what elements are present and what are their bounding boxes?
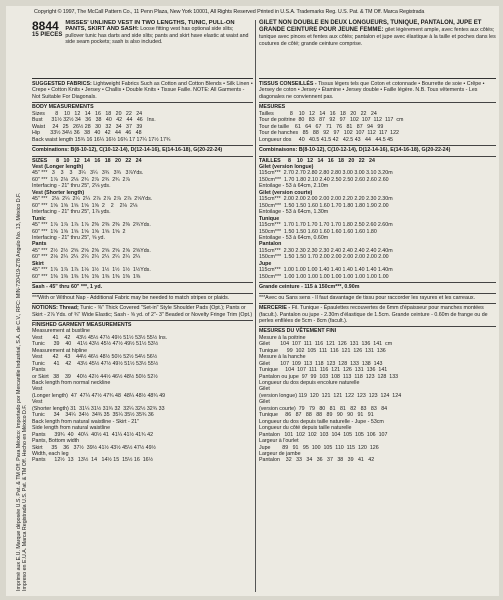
finished-line: Vest 41 42 43½ 45½ 47½ 49½ 51½ 53½ 55½ Ins. xyxy=(32,334,168,341)
finished-line-fr: Tunique 99 102 105 111 116 121 126 131 136 xyxy=(259,347,386,354)
finished-line: Vest xyxy=(32,399,43,406)
finished-line-fr: Tunique 86 87 88 88 89 90 90 91 91 xyxy=(259,412,374,419)
finished-line: or Skirt 38 39 40½ 42½ 44½ 46½ 48½ 50½ 52½ xyxy=(32,373,158,380)
body-row: Waist 24 25 26½ 28 30 32 34 37 39 xyxy=(32,123,143,130)
french-finished-measurements xyxy=(259,327,496,466)
yardage-line: Skirt xyxy=(32,260,44,267)
yardage-line-fr: 150cm*** 1.00 1.00 1.00 1.00 1.00 1.00 1.00 1.00 1.00 xyxy=(259,273,389,280)
french-title: GILET NON DOUBLE EN DEUX LONGUEURS, TUNIQUE, PANTALON, JUPE ET GRANDE CEINTURE POUR JEUNE FEMME: xyxy=(259,20,482,33)
yardage-line: 60" *** 2⅛ 2¼ 2¼ 2¼ 2¼ 2¼ 2¼ 2¼ 2¼ xyxy=(32,254,141,261)
sidebar-text-2: Impreso en E.U.A. Marca Registrada U.S. Pat. & TM Off. Hecho en México D.F. xyxy=(22,404,28,591)
finished-line: Skirt 35 36 37½ 39½ 41½ 43½ 45½ 47½ 49½ xyxy=(32,444,156,451)
yardage-line-fr: Tunique xyxy=(259,215,280,222)
finished-line-fr: Gilet xyxy=(259,386,270,393)
finished-line: Vest 42 43 44½ 46½ 48½ 50½ 52½ 54½ 56½ xyxy=(32,354,158,361)
yardage-line: 60" *** 1⅝ 1⅝ 1⅝ 1⅝ 1⅝ 1⅝ 1⅝ 2 xyxy=(32,228,126,235)
english-description-block xyxy=(65,20,253,46)
yardage-line: Pants xyxy=(32,241,47,248)
piece-count: 15 PIECES xyxy=(32,32,63,38)
finished-line: Tunic 34 34¼ 34½ 34¾ 35 35¼ 35½ 35¾ 36 xyxy=(32,412,154,419)
body-row: Back waist length 15¾ 16 16¼ 16½ 16¾ 17 17¼ 17½ 17¾ xyxy=(32,136,171,143)
english-title: MISSES' UNLINED VEST IN TWO LENGTHS, TUNIC, PULL-ON PANTS, SKIRT AND SASH: xyxy=(65,20,235,33)
nap-note-text: ***With or Without Nap - Additional Fabric may be needed to match stripes or plaids. xyxy=(32,294,230,301)
finished-line-fr: Gilet 107 109 113 118 123 128 133 138 143 xyxy=(259,360,383,367)
notions-label: NOTIONS: Thread; xyxy=(32,305,79,312)
yardage-line-fr: 115cm*** 2.30 2.30 2.30 2.30 2.40 2.40 2.40 2.40 2.40m xyxy=(259,247,393,254)
finished-line: Measurement at hipline xyxy=(32,347,88,354)
side-print-strip xyxy=(9,26,28,591)
sizes-row: SIZES 8 10 12 14 16 18 20 22 24 xyxy=(32,157,142,164)
finished-line-fr: Pantalon ou jupe 97 99 103 108 113 118 123 128 133 xyxy=(259,373,399,380)
pattern-envelope-back xyxy=(6,6,499,596)
body-row-fr: Tour de poitrine 80 83 87 92 97 102 107 112 117 cm xyxy=(259,117,404,124)
english-column xyxy=(32,20,253,466)
french-fabrics xyxy=(259,80,496,103)
fabrics-text: Lightweight Fabrics Such as Cotton and Cotton Blends • Silk Linen • Crepe • Cotton Knits • Jersey • Challis • Double Knits • Tissue Faille. NOTE: All Garments - Not Suitable For Diagonals. xyxy=(32,81,253,100)
finished-line: Width, each leg xyxy=(32,451,69,458)
body-row-fr: Longueur dos 40 40.5 41.5 42 42.5 43 44 44.5 45 xyxy=(259,136,393,143)
yardage-line-fr: Jupe xyxy=(259,260,272,267)
yardage-line-fr: Pantalon xyxy=(259,241,282,248)
yardage-line-fr: Gilet (version longue) xyxy=(259,163,314,170)
yardage-line-fr: 150cm*** 1.70 1.80 2.10 2.40 2.50 2.50 2.60 2.60 2.60 xyxy=(259,176,389,183)
french-header xyxy=(259,20,496,79)
french-column xyxy=(259,20,496,466)
body-row-fr: Tour de hanches 85 88 92 97 102 107 112 117 122 xyxy=(259,130,399,137)
finished-line: Back length from natural waistline - Skirt - 21" xyxy=(32,418,139,425)
finished-line-fr: Mesure à la hanche xyxy=(259,354,306,361)
yardage-line: 45" *** 1⅞ 1⅞ 1⅞ 1⅞ 2⅜ 2⅜ 2⅜ 2⅜ 2¾Yds. xyxy=(32,222,151,229)
finished-line-fr: Jupe 89 91 95 100 105 110 115 120 126 xyxy=(259,444,379,451)
notions-text-fr: Fil. Tunique - Épaulettes recouvertes de 6mm d'épaisseur pour manches montées (facult.). Pantalon ou jupe - 2.30m d'élastique de 1.5cm. Grande ceinture - 0.60m de frange ou de perles enfilées de 5cm - 8cm (facult.). xyxy=(259,305,488,324)
yardage-line: Interfacing - 21" thru 25", ⅝ yd. xyxy=(32,234,105,241)
pattern-number: 8844 xyxy=(32,19,59,33)
french-description: gilet légèrement ample, avec fentes aux côtés; tunique avec pinces et fentes aux côtés; pantalon et jupe avec élastique à la taille et poches dans les coutures de côté; grande ceinture comprise. xyxy=(259,27,496,47)
yardage-line: 45" *** 1⅞ 1⅞ 1⅞ 1⅛ 1½ 1½ 1½ 1½ 1½Yds. xyxy=(32,267,151,274)
french-body-measurements xyxy=(259,103,496,146)
english-nap-note xyxy=(32,294,253,304)
finished-line-fr: Pantalon 101 102 102 103 104 105 105 106 107 xyxy=(259,431,388,438)
sash-text-fr: Grande ceinture - 115 à 150cm***, 0.90m xyxy=(259,284,360,291)
finished-line: Tunic 39 40 41½ 43½ 45½ 47½ 49½ 51½ 53½ xyxy=(32,341,159,348)
yardage-line: 45" *** 3 3 3 3¼ 3¼ 3¾ 3¾ 3⅞Yds. xyxy=(32,170,144,177)
yardage-line-fr: 115cm*** 1.00 1.00 1.00 1.40 1.40 1.40 1.40 1.40 1.40m xyxy=(259,267,393,274)
yardage-line-fr: Gilet (version courte) xyxy=(259,189,313,196)
yardage-line-fr: 115cm*** 2.00 2.00 2.00 2.00 2.00 2.20 2.20 2.30 2.30m xyxy=(259,196,393,203)
yardage-line-fr: 150cm*** 1.50 1.50 1.70 2.00 2.00 2.00 2.00 2.00 2.00 xyxy=(259,254,389,261)
finished-line-fr: Gilet xyxy=(259,399,270,406)
fabrics-text-fr: Tissus légers tels que Coton et cotonnade • Bourrette de soie • Crêpe • Jersey de coton • Jersey • Étamine • Jersey double • Faille légère. N.B. Tous vêtements - Les diagonales ne conviennent pas. xyxy=(259,81,485,100)
yardage-line-fr: 150cm*** 1.50 1.50 1.60 1.60 1.70 1.80 1.80 1.90 2.00 xyxy=(259,202,389,209)
pattern-id xyxy=(32,20,62,39)
finished-line-fr: (version courte) 79 79 80 81 81 82 83 83 84 xyxy=(259,405,388,412)
finished-line: Vest xyxy=(32,386,43,393)
fabrics-label: SUGGESTED FABRICS: xyxy=(32,81,92,87)
finished-line: Pants xyxy=(32,367,46,374)
english-body-measurements xyxy=(32,103,253,146)
yardage-line: Vest (Longer length) xyxy=(32,163,84,170)
notions-label-fr: MERCERIE - xyxy=(259,305,291,312)
finished-line-fr: Longueur du côté depuis taille naturelle xyxy=(259,425,352,432)
english-sash xyxy=(32,283,253,293)
finished-line-fr: Pantalon 32 33 34 36 37 38 39 41 42 xyxy=(259,457,375,464)
french-nap-note xyxy=(259,294,496,304)
english-header xyxy=(32,20,253,79)
french-notions xyxy=(259,304,496,327)
english-finished-measurements xyxy=(32,321,253,466)
fabrics-label-fr: TISSUS CONSEILLÉS - xyxy=(259,81,317,87)
finished-line: Tunic 41 42 43½ 45½ 47½ 49½ 51½ 53½ 55½ xyxy=(32,360,159,367)
finished-line-fr: Largeur de jambe xyxy=(259,451,301,458)
finished-line: Pants 12½ 13 13½ 14 14½ 15 15½ 16 16½ xyxy=(32,457,154,464)
yardage-line-fr: 150cm*** 1.50 1.50 1.60 1.60 1.60 1.60 1.60 1.80 xyxy=(259,228,377,235)
finished-line-fr: Mesure à la poitrine xyxy=(259,334,306,341)
body-row: Bust 31½ 32½ 34 36 38 40 42 44 46 Ins. xyxy=(32,117,156,124)
body-row: Sizes 8 10 12 14 16 18 20 22 24 xyxy=(32,110,143,117)
yardage-line: 60" *** 1⅞ 2⅛ 2⅛ 2¾ 2⅞ 2¾ 2¾ 2⅞ xyxy=(32,176,130,183)
body-measurements-label-fr: MESURES xyxy=(259,104,286,111)
finished-line: Measurement at bustline xyxy=(32,328,91,335)
finished-line: Back length from normal neckline xyxy=(32,380,111,387)
body-measurements-label: BODY MEASUREMENTS xyxy=(32,104,94,111)
english-combinations xyxy=(32,146,253,156)
yardage-line: Vest (Shorter length) xyxy=(32,189,85,196)
combinations-text: Combinations: B(8-10-12), C(10-12-14), D(12-14-16), E(14-16-18), G(20-22-24) xyxy=(32,147,223,154)
finished-line: Pants 39¾ 40 40¼ 40½ 41 41¼ 41½ 41¾ 42 xyxy=(32,431,154,438)
yardage-line: Interfacing - 21" thru 25", 1⅞ yds. xyxy=(32,209,111,216)
body-row-fr: Tour de taille 61 64 67 71 76 81 87 94 99 xyxy=(259,123,384,130)
finished-label-fr: MESURES DU VÊTEMENT FINI xyxy=(259,328,337,335)
finished-line-fr: Longueur du dos depuis encolure naturelle xyxy=(259,380,360,387)
finished-line-fr: Gilet 104 107 111 116 121 126 131 136 141 cm xyxy=(259,341,393,348)
finished-line: Side length from natural waistline xyxy=(32,425,111,432)
body-row: Hip 33½ 34½ 36 38 40 42 44 46 48 xyxy=(32,130,142,137)
finished-line: (Shorter length) 31 31¼ 31½ 31¾ 32 32¼ 32½ 32¾ 33 xyxy=(32,405,165,412)
sizes-row-fr: TAILLES 8 10 12 14 16 18 20 22 24 xyxy=(259,157,375,164)
copyright-line: Copyright © 1997, The McCall Pattern Co., 11 Penn Plaza, New York 10001, All Rights Reserved Printed in U.S.A. Trademarks Reg. U.S. Pat. & TM Off. Marca Registrada xyxy=(34,9,425,15)
yardage-line: 60" *** 1⅜ 1⅜ 1⅜ 1⅜ 1⅜ 1⅜ 1⅜ 1⅜ 1⅜ xyxy=(32,273,141,280)
yardage-line-fr: 115cm*** 1.70 1.70 1.70 1.70 1.70 1.80 2.50 2.60 2.60m xyxy=(259,222,393,229)
notions-text: Tunic - ⅜" Thick Covered "Set-in" Style Shoulder Pads (Opt.); Pants or Skirt - 2⅞ Yds. of ¾" Wide Elastic; Sash - ⅝ yd. of 2"- 3" Beaded or Novelty Fringe Trim (Opt.) xyxy=(32,305,253,318)
yardage-line-fr: Entoilage - 53 à 64cm, 1.30m xyxy=(259,209,329,216)
finished-label: FINISHED GARMENT MEASUREMENTS xyxy=(32,321,132,328)
yardage-line: 45" *** 2½ 2½ 2⅝ 2⅝ 2⅝ 2⅝ 2⅝ 2⅝ 2⅝Yds. xyxy=(32,247,151,254)
yardage-line-fr: 115cm*** 2.70 2.70 2.80 2.80 2.80 3.00 3.00 3.10 3.20m xyxy=(259,170,393,177)
finished-line: (Longer length) 47 47¼ 47½ 47¾ 48 48¼ 48½ 48¾ 49 xyxy=(32,392,166,399)
french-yardage xyxy=(259,157,496,284)
yardage-line: Interfacing - 21" thru 25", 2⅛ yds. xyxy=(32,183,111,190)
finished-line: Pants, Bottom width xyxy=(32,438,80,445)
finished-line-fr: (version longue) 119 120 121 121 122 123 123 124 124 xyxy=(259,392,402,399)
english-yardage xyxy=(32,157,253,284)
french-sash xyxy=(259,283,496,293)
sash-text: Sash - 45" thru 60" ***, 1 yd. xyxy=(32,284,103,291)
yardage-line: Tunic xyxy=(32,215,46,222)
finished-line-fr: Longueur du dos depuis taille naturelle - Jupe - 53cm xyxy=(259,418,384,425)
column-divider xyxy=(255,20,256,592)
english-description: Loose fitting vest has optional side slits; pullover tunic has darts and side slits; pants and skirt have elastic at waist and side seam pockets; sash is also included. xyxy=(65,26,249,46)
nap-note-text-fr: ***Avec ou Sans sens - Il faut davantage de tissu pour raccorder les rayures et les carreaux. xyxy=(259,294,476,301)
yardage-line: 60" *** 1⅝ 1⅝ 1⅝ 1⅝ 1⅝ 2 2 2⅛ 2⅛ xyxy=(32,202,138,209)
yardage-line-fr: Entoilage - 53 à 64cm, 2.10m xyxy=(259,183,329,190)
combinations-text-fr: Combinaisons: B(8-10-12), C(10-12-14), D(12-14-16), E(14-16-18), G(20-22-24) xyxy=(259,147,451,154)
body-row-fr: Tailles 8 10 12 14 16 18 20 22 24 xyxy=(259,110,377,117)
finished-line-fr: Largeur à l'ourlet xyxy=(259,438,299,445)
french-combinations xyxy=(259,146,496,156)
english-fabrics xyxy=(32,80,253,103)
yardage-line: 45" *** 2⅛ 2¼ 2¼ 2¼ 2⅞ 2⅞ 2⅞ 2⅞ 2⅝Yds. xyxy=(32,196,153,203)
finished-line-fr: Tunique 104 107 111 116 121 126 131 136 141 xyxy=(259,367,388,374)
english-notions xyxy=(32,304,253,321)
sidebar-text-1: Imprimé aux E.U. Marque déposée U.S. Pat. & TM Off. Para México: Importado por Mercantile Industrial, S.A. de C.V., RFC: MIN-720419-Z78 Angulo No. 13, México D.F. xyxy=(16,192,22,591)
yardage-line-fr: Entoilage - 53 à 64cm, 0.60m xyxy=(259,234,329,241)
